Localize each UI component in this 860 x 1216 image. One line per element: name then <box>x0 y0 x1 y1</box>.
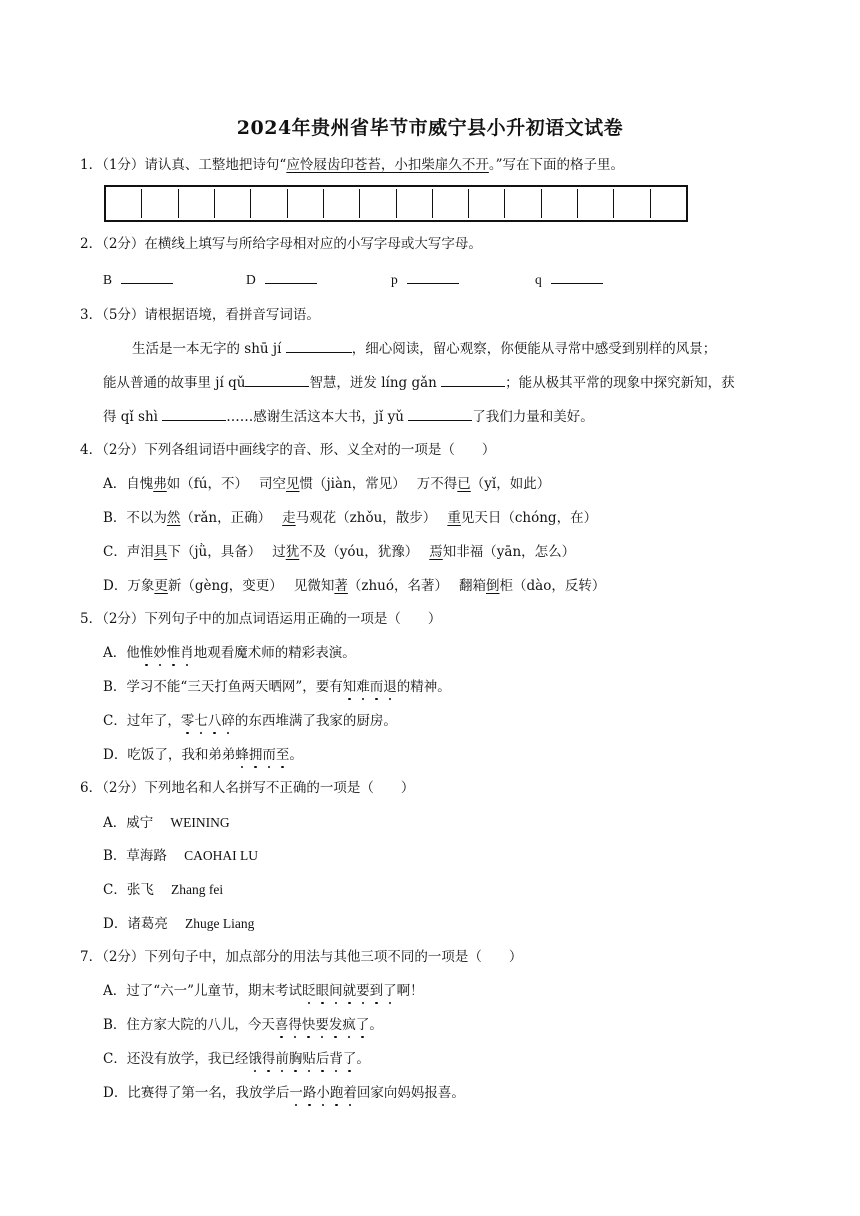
emphasis-char: 间 <box>329 983 343 999</box>
emphasis-char: 要 <box>315 1017 329 1033</box>
emphasis-char: 疯 <box>342 1017 356 1033</box>
q7-option-d[interactable] <box>103 1083 465 1103</box>
option-label: C． <box>103 713 127 729</box>
emphasis-char: 至 <box>275 747 290 763</box>
option-text: 声泪 <box>126 544 154 560</box>
option-text: 。 <box>289 747 303 763</box>
emphasis-char: 快 <box>301 1017 316 1033</box>
emphasis-char: 得 <box>261 1051 276 1067</box>
grid-cell[interactable] <box>542 189 578 218</box>
emphasis-char: 退 <box>383 679 397 695</box>
spacer <box>167 848 184 864</box>
emphasis-char: 后 <box>315 1051 330 1067</box>
option-chinese: 威宁 <box>126 815 154 831</box>
option-text: 比赛得了第一名，我放学后 <box>127 1085 290 1101</box>
emphasis-char: 要 <box>356 983 370 999</box>
grid-cell[interactable] <box>251 189 287 218</box>
emphasis-char: 妙 <box>153 645 167 661</box>
option-label: D． <box>103 916 128 932</box>
grid-cell[interactable] <box>106 189 142 218</box>
q4-option-b[interactable] <box>103 508 597 528</box>
exam-title: 2024年贵州省毕节市威宁县小升初语文试卷 <box>236 117 624 139</box>
underlined-char: 犹 <box>285 544 300 560</box>
spacer <box>168 916 185 932</box>
option-text: 如（fú，不） 司空 <box>166 476 286 492</box>
q3-text: 能从普通的故事里 jí qǔ <box>103 375 246 391</box>
emphasis-char: 喜 <box>274 1017 289 1033</box>
option-label: B． <box>103 679 127 695</box>
question-1-suffix: 。”写在下面的格子里。 <box>488 157 624 173</box>
q6-option-a[interactable] <box>103 813 230 833</box>
underlined-char: 倒 <box>486 578 500 594</box>
emphasis-char: 难 <box>356 679 370 695</box>
letter-q: q <box>535 272 542 287</box>
emphasis-char: 而 <box>369 679 384 695</box>
option-label: D． <box>103 1085 128 1101</box>
letter-d: D <box>246 272 256 287</box>
option-label: B． <box>103 510 127 526</box>
emphasis-char: 前 <box>275 1051 289 1067</box>
answer-blank[interactable] <box>286 339 352 353</box>
spacer <box>153 815 170 831</box>
option-text: 住方家大院的八儿，今天 <box>126 1017 275 1033</box>
option-text: 回家向妈妈报喜。 <box>356 1085 465 1101</box>
option-chinese: 诸葛亮 <box>127 916 168 932</box>
answer-blank[interactable] <box>162 407 226 421</box>
q4-option-d[interactable] <box>103 576 605 596</box>
question-2-stem: 2．（2分）在横线上填写与所给字母相对应的小写字母或大写字母。 <box>80 236 482 252</box>
emphasis-char: 肖 <box>180 645 194 661</box>
question-4-stem: 4．（2分）下列各组词语中画线字的音、形、义全对的一项是（ ） <box>80 442 496 458</box>
emphasis-char: 一 <box>289 1085 303 1101</box>
answer-blank[interactable] <box>441 373 505 387</box>
emphasis-char: 背 <box>329 1051 343 1067</box>
option-text: 不及（yóu，犹豫） <box>299 544 430 560</box>
grid-cell[interactable] <box>324 189 360 218</box>
option-text: （zhuó，名著） 翻箱 <box>347 578 487 594</box>
emphasis-char: 眨 <box>302 983 316 999</box>
emphasis-char: 了 <box>383 983 397 999</box>
grid-cell[interactable] <box>469 189 505 218</box>
underlined-char: 已 <box>457 476 471 492</box>
option-text: 。 <box>369 1017 383 1033</box>
q7-option-b[interactable] <box>103 1015 383 1035</box>
answer-blank[interactable] <box>551 270 603 284</box>
q6-option-c[interactable] <box>103 880 223 900</box>
emphasis-char: 小 <box>316 1085 330 1101</box>
q7-option-c[interactable] <box>103 1049 370 1069</box>
emphasis-char: 而 <box>262 747 276 763</box>
option-text: 新（gèng，变更） 见微知 <box>167 578 335 594</box>
option-label: D． <box>103 578 128 594</box>
emphasis-char: 到 <box>369 983 384 999</box>
option-text: 过年了， <box>126 713 181 729</box>
emphasis-char: 胸 <box>288 1051 303 1067</box>
underlined-char: 具 <box>153 544 168 560</box>
dotted-phrase <box>275 1017 370 1033</box>
letter-p: p <box>391 272 398 287</box>
option-text: 万象 <box>127 578 155 594</box>
option-text: 马观花（zhǒu，散步） <box>295 510 448 526</box>
dotted-phrase <box>235 747 289 763</box>
grid-cell[interactable] <box>215 189 251 218</box>
question-3-stem: 3．（5分）请根据语境，看拼音写词语。 <box>80 307 320 323</box>
q7-option-a[interactable] <box>103 981 424 1001</box>
q3-text: 得 qǐ shì <box>103 409 163 425</box>
q3-text: ；能从极其平常的现象中探究新知，获 <box>505 375 735 391</box>
emphasis-char: 着 <box>343 1085 357 1101</box>
option-pinyin: WEINING <box>170 815 230 830</box>
option-text: （yǐ，如此） <box>470 476 551 492</box>
dotted-phrase <box>302 983 397 999</box>
emphasis-char: 发 <box>328 1017 343 1033</box>
option-pinyin: Zhang fei <box>171 882 224 897</box>
option-text: 学习不能“三天打鱼两天晒网”，要有 <box>126 679 343 695</box>
spacer <box>154 882 171 898</box>
option-text: （rǎn，正确） <box>180 510 283 526</box>
q3-text: ，细心阅读，留心观察，你便能从寻常中感受到别样的风景； <box>351 341 717 357</box>
q3-text: ……感谢生活这本大书，jǐ yǔ <box>226 409 409 425</box>
question-1 <box>80 155 624 175</box>
option-text: 下（jǜ，具备） 过 <box>167 544 286 560</box>
q5-option-c[interactable] <box>103 711 397 731</box>
underlined-char: 见 <box>285 476 300 492</box>
option-label: D． <box>103 747 128 763</box>
q5-option-a[interactable] <box>103 643 356 663</box>
option-text: 见天日（chóng，在） <box>460 510 598 526</box>
underlined-char: 然 <box>166 510 181 526</box>
grid-cell[interactable] <box>614 189 650 218</box>
answer-blank[interactable] <box>407 270 459 284</box>
option-pinyin: CAOHAI LU <box>184 848 258 863</box>
letter-b: B <box>103 272 113 287</box>
grid-cell[interactable] <box>433 189 469 218</box>
grid-cell[interactable] <box>651 189 686 218</box>
answer-blank[interactable] <box>245 373 309 387</box>
option-pinyin: Zhuge Liang <box>185 916 255 931</box>
option-text: 吃饭了，我和弟弟 <box>127 747 236 763</box>
option-label: B． <box>103 848 127 864</box>
question-3-line-1 <box>132 339 716 359</box>
question-5-stem: 5．（2分）下列句子中的加点词语运用正确的一项是（ ） <box>80 611 442 627</box>
option-text: 的精神。 <box>396 679 451 695</box>
emphasis-char: 了 <box>355 1017 370 1033</box>
q5-option-d[interactable] <box>103 745 303 765</box>
option-label: A． <box>103 983 127 999</box>
emphasis-char: 碎 <box>221 713 235 729</box>
emphasis-char: 八 <box>207 713 222 729</box>
option-text: 过了“六一”儿童节，期末考试 <box>126 983 303 999</box>
option-text: 还没有放学，我已经 <box>126 1051 249 1067</box>
option-text: 柜（dào，反转） <box>499 578 606 594</box>
option-label: A． <box>103 476 127 492</box>
letter-row <box>103 270 173 290</box>
option-text: 他 <box>126 645 140 661</box>
emphasis-char: 路 <box>302 1085 317 1101</box>
underlined-char: 走 <box>282 510 296 526</box>
option-chinese: 草海路 <box>126 848 167 864</box>
answer-blank[interactable] <box>121 270 173 284</box>
q5-option-b[interactable] <box>103 677 451 697</box>
option-label: C． <box>103 882 127 898</box>
emphasis-char: 惟 <box>166 645 181 661</box>
grid-cell[interactable] <box>142 189 178 218</box>
emphasis-char: 拥 <box>248 747 263 763</box>
q6-option-b[interactable] <box>103 846 258 866</box>
option-text: 不以为 <box>126 510 167 526</box>
q3-text: 了我们力量和美好。 <box>472 409 594 425</box>
option-label: A． <box>103 815 127 831</box>
emphasis-char: 得 <box>288 1017 302 1033</box>
underlined-char: 重 <box>447 510 461 526</box>
question-3-line-2 <box>103 373 735 393</box>
option-text: 自愧 <box>126 476 154 492</box>
dotted-phrase <box>289 1085 357 1101</box>
option-text: 地观看魔术师的精彩表演。 <box>193 645 356 661</box>
question-1-prefix: 1．（1分）请认真、工整地把诗句“ <box>80 157 287 173</box>
grid-cell[interactable] <box>397 189 433 218</box>
emphasis-char: 就 <box>342 983 357 999</box>
emphasis-char: 饿 <box>248 1051 262 1067</box>
question-6-stem: 6．（2分）下列地名和人名拼写不正确的一项是（ ） <box>80 780 415 796</box>
q4-option-a[interactable] <box>103 474 550 494</box>
q3-text: 生活是一本无字的 shū jí <box>132 341 286 357</box>
grid-cell[interactable] <box>288 189 324 218</box>
q3-text: 智慧，迸发 líng gǎn <box>309 375 442 391</box>
underlined-char: 弗 <box>153 476 167 492</box>
dotted-phrase <box>140 645 194 661</box>
emphasis-char: 眼 <box>315 983 330 999</box>
answer-blank[interactable] <box>265 270 317 284</box>
emphasis-char: 零 <box>180 713 195 729</box>
underlined-char: 焉 <box>429 544 443 560</box>
emphasis-char: 七 <box>194 713 208 729</box>
q4-option-c[interactable] <box>103 542 575 562</box>
option-label: B． <box>103 1017 127 1033</box>
question-1-poem: 应怜屐齿印苍苔，小扣柴扉久不开 <box>286 157 489 173</box>
option-label: C． <box>103 544 127 560</box>
option-text: 。 <box>356 1051 370 1067</box>
grid-cell[interactable] <box>360 189 396 218</box>
grid-cell[interactable] <box>179 189 215 218</box>
writing-grid[interactable] <box>104 185 688 222</box>
question-3-line-3 <box>103 407 594 427</box>
letter-row-d <box>246 270 317 290</box>
q6-option-d[interactable] <box>103 914 254 934</box>
underlined-char: 著 <box>334 578 348 594</box>
option-label: C． <box>103 1051 127 1067</box>
dotted-phrase <box>248 1051 356 1067</box>
option-text: 知非福（yān，怎么） <box>442 544 576 560</box>
grid-cell[interactable] <box>505 189 541 218</box>
letter-row-q <box>535 270 603 290</box>
option-text: 惯（jiàn，常见） 万不得 <box>299 476 458 492</box>
emphasis-char: 知 <box>342 679 357 695</box>
underlined-char: 更 <box>154 578 168 594</box>
option-chinese: 张飞 <box>126 882 154 898</box>
emphasis-char: 贴 <box>302 1051 316 1067</box>
emphasis-char: 跑 <box>329 1085 344 1101</box>
grid-cell[interactable] <box>578 189 614 218</box>
question-7-stem: 7．（2分）下列句子中，加点部分的用法与其他三项不同的一项是（ ） <box>80 949 523 965</box>
option-label: A． <box>103 645 127 661</box>
emphasis-char: 了 <box>342 1051 357 1067</box>
emphasis-char: 蜂 <box>235 747 249 763</box>
dotted-phrase <box>343 679 397 695</box>
option-text: 啊！ <box>396 983 424 999</box>
answer-blank[interactable] <box>408 407 472 421</box>
option-text: 的东西堆满了我家的厨房。 <box>234 713 397 729</box>
letter-row-p <box>391 270 459 290</box>
dotted-phrase <box>181 713 235 729</box>
emphasis-char: 惟 <box>139 645 154 661</box>
